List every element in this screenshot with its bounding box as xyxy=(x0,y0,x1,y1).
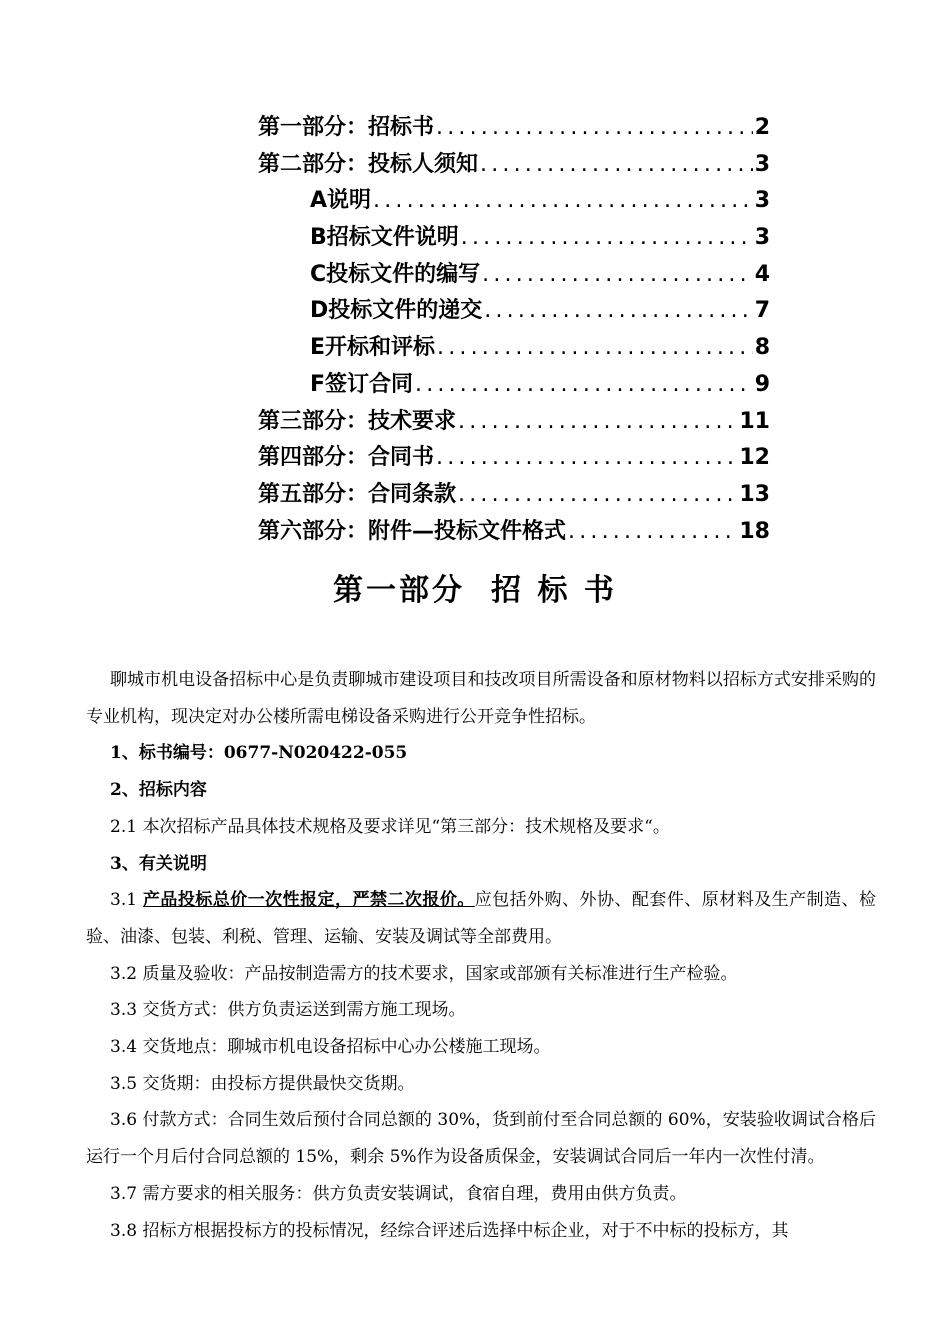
clause-3-1 xyxy=(86,882,876,955)
toc-entry[interactable] xyxy=(258,440,770,477)
toc-dot-leader xyxy=(371,183,753,220)
section-part: 第一部分 xyxy=(333,573,466,608)
toc-entry[interactable] xyxy=(258,147,770,184)
toc-entry-title: 第四部分：合同书 xyxy=(258,445,435,471)
toc-entry-page: 18 xyxy=(739,518,770,544)
toc-entry-title: 第五部分：合同条款 xyxy=(258,481,457,507)
toc-dot-leader xyxy=(435,330,753,367)
clause-3-2: 3.2 质量及验收：产品按制造需方的技术要求，国家或部颁有关标准进行生产检验。 xyxy=(110,963,738,984)
toc-subentry[interactable] xyxy=(258,220,770,257)
toc-entry-page: 13 xyxy=(739,481,770,507)
clause-number: 3.1 xyxy=(110,890,143,911)
toc-entry-page: 3 xyxy=(754,188,770,214)
bid-number-heading: 1、标书编号：0677-N020422-055 xyxy=(110,743,408,764)
toc-entry-title: F签订合同 xyxy=(310,371,414,397)
toc-entry-page: 9 xyxy=(754,371,770,397)
toc-entry-page: 3 xyxy=(754,151,770,177)
toc-entry-title: 第三部分：技术要求 xyxy=(258,408,457,434)
toc-entry-page: 12 xyxy=(739,445,770,471)
clause-2-1: 2.1 本次招标产品具体技术规格及要求详见“第三部分：技术规格及要求“。 xyxy=(110,816,670,837)
section-heading xyxy=(0,565,950,609)
toc-dot-leader xyxy=(480,257,753,294)
toc-entry-title: A说明 xyxy=(310,188,372,214)
toc-dot-leader xyxy=(456,404,737,441)
toc-entry-title: D投标文件的递交 xyxy=(310,298,483,324)
toc-dot-leader xyxy=(413,367,753,404)
toc-dot-leader xyxy=(434,440,737,477)
clause-3-3: 3.3 交货方式：供方负责运送到需方施工现场。 xyxy=(110,1000,466,1021)
toc-subentry[interactable] xyxy=(258,257,770,294)
clause-3-7: 3.7 需方要求的相关服务：供方负责安装调试，食宿自理，费用由供方负责。 xyxy=(110,1183,687,1204)
toc-entry-page: 8 xyxy=(754,335,770,361)
clause-3-5: 3.5 交货期：由投标方提供最快交货期。 xyxy=(110,1073,415,1094)
toc-entry[interactable] xyxy=(258,110,770,147)
toc-dot-leader xyxy=(456,477,737,514)
toc-entry-title: 第一部分：招标书 xyxy=(258,115,435,140)
bid-content-heading: 2、招标内容 xyxy=(110,780,207,801)
toc-entry-page: 4 xyxy=(754,261,770,287)
toc-entry[interactable] xyxy=(258,477,770,514)
notes-heading: 3、有关说明 xyxy=(110,853,207,874)
toc-dot-leader xyxy=(459,220,753,257)
toc-entry-page: 3 xyxy=(754,225,770,251)
toc-entry-title: B招标文件说明 xyxy=(310,225,459,251)
toc-entry[interactable] xyxy=(258,404,770,441)
body-text xyxy=(86,662,876,1249)
toc-entry-page: 11 xyxy=(739,408,770,434)
toc-entry-page: 2 xyxy=(754,115,770,140)
toc-subentry[interactable] xyxy=(258,183,770,220)
clause-text: 应包括外购、外协、配套件、原材料及生产制造、检验、油漆、包装、利税、管理、运输、安装及调试等全部费用。 xyxy=(86,890,876,947)
toc-dot-leader xyxy=(482,293,752,330)
section-name: 招 标 书 xyxy=(491,573,617,608)
toc-entry-title: 第六部分：附件—投标文件格式 xyxy=(258,518,567,544)
toc-dot-leader xyxy=(434,110,753,147)
toc-entry-title: 第二部分：投标人须知 xyxy=(258,151,479,177)
toc-subentry[interactable] xyxy=(258,330,770,367)
toc-dot-leader xyxy=(566,514,737,551)
toc-dot-leader xyxy=(478,147,753,184)
toc-entry[interactable] xyxy=(258,514,770,551)
clause-3-8: 3.8 招标方根据投标方的投标情况，经综合评述后选择中标企业，对于不中标的投标方，其 xyxy=(110,1220,789,1241)
intro-paragraph: 聊城市机电设备招标中心是负责聊城市建设项目和技改项目所需设备和原材物料以招标方式安排采购的专业机构，现决定对办公楼所需电梯设备采购进行公开竞争性招标。 xyxy=(86,670,876,727)
price-emphasis: 产品投标总价一次性报定，严禁二次报价。 xyxy=(142,890,475,911)
toc-subentry[interactable] xyxy=(258,367,770,404)
table-of-contents xyxy=(258,110,770,550)
toc-entry-page: 7 xyxy=(754,298,770,324)
toc-entry-title: E开标和评标 xyxy=(310,335,436,361)
clause-3-4: 3.4 交货地点：聊城市机电设备招标中心办公楼施工现场。 xyxy=(110,1037,551,1058)
toc-entry-title: C投标文件的编写 xyxy=(310,261,481,287)
clause-3-6: 3.6 付款方式：合同生效后预付合同总额的 30%，货到前付至合同总额的 60%，安装验收调试合格后运行一个月后付合同总额的 15%，剩余 5%作为设备质保金，安装调试合同后一年内一次性付清。 xyxy=(86,1110,876,1168)
toc-subentry[interactable] xyxy=(258,293,770,330)
